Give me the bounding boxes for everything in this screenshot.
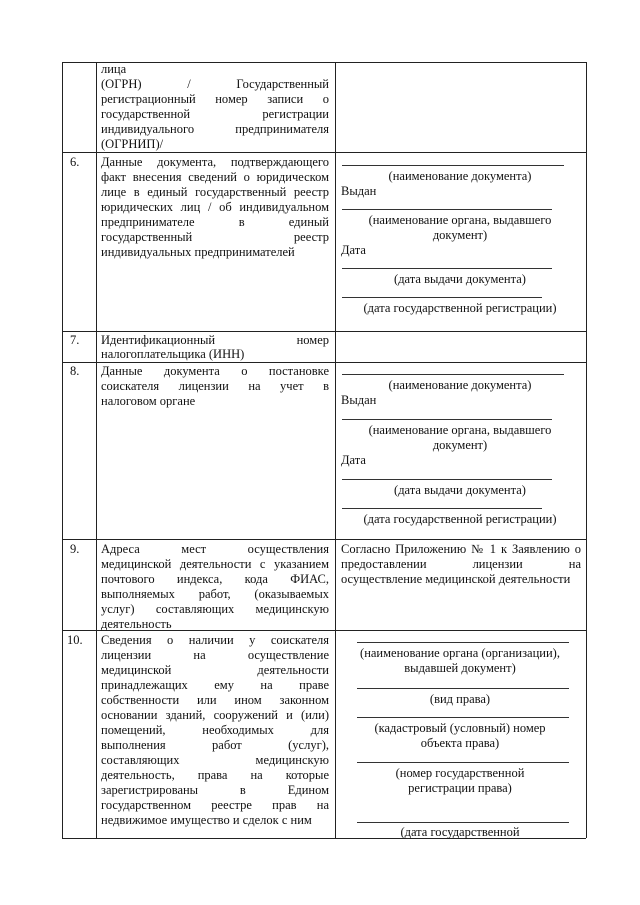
- row6-desc-line: государственный реестр: [101, 230, 329, 244]
- row6-reg-date-field[interactable]: [342, 297, 542, 298]
- row-divider-6: [62, 152, 586, 153]
- row10-desc-line: составляющих медицинскую: [101, 753, 329, 767]
- row8-desc-line: налоговом органе: [101, 394, 196, 408]
- row6-reg-date-caption: (дата государственной регистрации): [363, 301, 557, 315]
- row10-cadastral-caption: объекта права): [420, 736, 500, 750]
- prev-row-desc-line: индивидуального предпринимателя: [101, 122, 329, 136]
- row7-desc-line: налогоплательщика (ИНН): [101, 347, 245, 361]
- row8-date-label: Дата: [341, 453, 366, 467]
- row10-desc-line: деятельность, права на которые: [101, 768, 329, 782]
- row10-desc-line: принадлежащих ему на праве: [101, 678, 329, 692]
- row6-desc-line: юридических лиц / об индивидуальном: [101, 200, 329, 214]
- row10-reg-number-field[interactable]: [357, 762, 569, 763]
- row10-desc-line: недвижимое имущество и сделок с ним: [101, 813, 312, 827]
- row8-doc-name-field[interactable]: [342, 374, 564, 375]
- row8-issuer-caption: документ): [432, 438, 488, 452]
- row10-cadastral-field[interactable]: [357, 717, 569, 718]
- row10-reg-number-caption: регистрации права): [408, 781, 512, 795]
- row6-desc-line: лице в единый государственный реестр: [101, 185, 329, 199]
- row-number-9: 9.: [70, 542, 80, 556]
- row6-desc-line: предпринимателе в единый: [101, 215, 329, 229]
- row7-desc-line: Идентификационный номер: [101, 333, 329, 347]
- row6-date-label: Дата: [341, 243, 366, 257]
- row9-right-line: Согласно Приложению № 1 к Заявлению о: [341, 542, 581, 556]
- prev-row-desc-line: регистрационный номер записи о: [101, 92, 329, 106]
- row8-issue-date-caption: (дата выдачи документа): [394, 483, 526, 497]
- column-divider-1: [96, 62, 97, 838]
- row8-doc-name-caption: (наименование документа): [388, 378, 532, 392]
- row10-desc-line: Сведения о наличии у соискателя: [101, 633, 329, 647]
- row-number-10: 10.: [67, 633, 83, 647]
- row10-organ-caption: выдавшей документ): [404, 661, 516, 675]
- row10-desc-line: помещений, необходимых для: [101, 723, 329, 737]
- prev-row-desc-line: (ОГРН) / Государственный: [101, 77, 329, 91]
- row10-desc-line: государственном реестре прав на: [101, 798, 329, 812]
- row6-issue-date-field[interactable]: [342, 268, 552, 269]
- row10-organ-caption: (наименование органа (организации),: [360, 646, 560, 660]
- column-divider-2: [335, 62, 336, 838]
- row10-cadastral-caption: (кадастровый (условный) номер: [374, 721, 546, 735]
- row-number-8: 8.: [70, 364, 80, 378]
- row9-right-line: предоставлении лицензии на: [341, 557, 581, 571]
- row6-issuer-caption: документ): [432, 228, 488, 242]
- row6-issue-date-caption: (дата выдачи документа): [394, 272, 526, 286]
- row-divider-8: [62, 362, 586, 363]
- row8-desc-line: Данные документа о постановке: [101, 364, 329, 378]
- row8-desc-line: соискателя лицензии на учет в: [101, 379, 329, 393]
- row6-issuer-field[interactable]: [342, 209, 552, 210]
- row9-desc-line: деятельность: [101, 617, 172, 631]
- row9-desc-line: услуг) составляющих медицинскую: [101, 602, 329, 616]
- prev-row-desc-line: государственной регистрации: [101, 107, 329, 121]
- row10-reg-number-caption: (номер государственной: [395, 766, 525, 780]
- row6-desc-line: индивидуальных предпринимателей: [101, 245, 295, 259]
- table-right-border: [586, 62, 587, 838]
- row-number-7: 7.: [70, 333, 80, 347]
- row6-issued-label: Выдан: [341, 184, 377, 198]
- row10-desc-line: основании зданий, сооружений и (или): [101, 708, 329, 722]
- row9-desc-line: выполняемых работ, (оказываемых: [101, 587, 329, 601]
- row8-reg-date-field[interactable]: [342, 508, 542, 509]
- row10-desc-line: зарегистрированы в Едином: [101, 783, 329, 797]
- row-divider-9: [62, 539, 586, 540]
- row9-desc-line: Адреса мест осуществления: [101, 542, 329, 556]
- row9-desc-line: почтового индекса, кода ФИАС,: [101, 572, 329, 586]
- prev-row-desc-line: лица: [101, 62, 127, 76]
- row8-issue-date-field[interactable]: [342, 479, 552, 480]
- row8-issuer-field[interactable]: [342, 419, 552, 420]
- row10-desc-line: выполнения работ (услуг),: [101, 738, 329, 752]
- row6-desc-line: Данные документа, подтверждающего: [101, 155, 329, 169]
- row6-doc-name-caption: (наименование документа): [388, 169, 532, 183]
- row8-issuer-caption: (наименование органа, выдавшего: [368, 423, 552, 437]
- row10-right-type-field[interactable]: [357, 688, 569, 689]
- row8-reg-date-caption: (дата государственной регистрации): [363, 512, 557, 526]
- row8-issued-label: Выдан: [341, 393, 377, 407]
- row10-desc-line: лицензии на осуществление: [101, 648, 329, 662]
- row10-right-type-caption: (вид права): [429, 692, 491, 706]
- row6-desc-line: факт внесения сведений о юридическом: [101, 170, 329, 184]
- row10-reg-date-caption: (дата государственной: [400, 825, 520, 839]
- row6-doc-name-field[interactable]: [342, 165, 564, 166]
- row6-issuer-caption: (наименование органа, выдавшего: [368, 213, 552, 227]
- table-left-border: [62, 62, 63, 838]
- row10-organ-field[interactable]: [357, 642, 569, 643]
- prev-row-desc-line: (ОГРНИП)/: [101, 137, 164, 151]
- row10-desc-line: медицинской деятельности: [101, 663, 329, 677]
- row10-desc-line: собственности или ином законном: [101, 693, 329, 707]
- row9-desc-line: медицинской деятельности с указанием: [101, 557, 329, 571]
- row-divider-7: [62, 331, 586, 332]
- row10-reg-date-field[interactable]: [357, 822, 569, 823]
- row-number-6: 6.: [70, 155, 80, 169]
- row9-right-line: осуществление медицинской деятельности: [341, 572, 571, 586]
